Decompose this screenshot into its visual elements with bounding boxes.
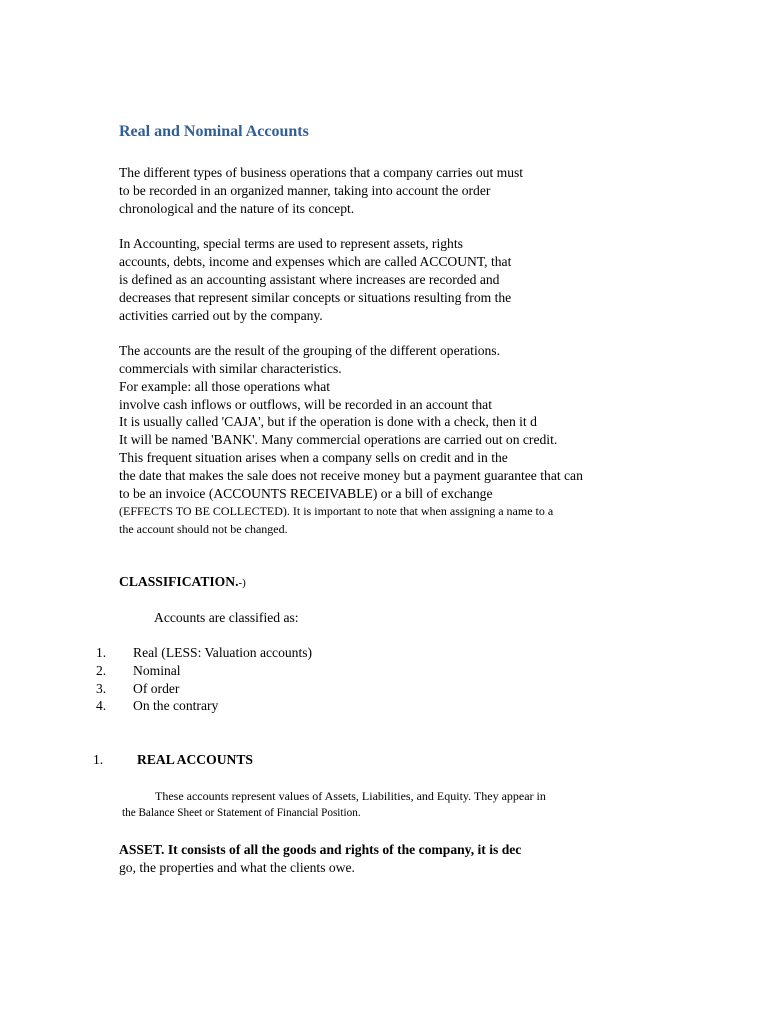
para3-line: The accounts are the result of the grouping of the different operations. <box>119 343 500 358</box>
list-item: Of order <box>133 681 180 696</box>
classification-heading: CLASSIFICATION.-) <box>119 574 246 589</box>
classified-intro: Accounts are classified as: <box>154 610 299 625</box>
list-item-number: 4. <box>96 698 107 713</box>
para3-line: It will be named 'BANK'. Many commercial operations are carried out on credit. <box>119 432 558 447</box>
list-item: Real (LESS: Valuation accounts) <box>133 645 313 660</box>
asset-line: go, the properties and what the clients owe. <box>119 860 355 875</box>
para3-line: involve cash inflows or outflows, will be recorded in an account that <box>119 397 492 412</box>
para3-line: the account should not be changed. <box>119 522 288 536</box>
section-heading: REAL ACCOUNTS <box>137 752 253 767</box>
para3-line: (EFFECTS TO BE COLLECTED). It is important to note that when assigning a name to a <box>119 504 554 518</box>
list-item-number: 2. <box>96 663 107 678</box>
para2-line: accounts, debts, income and expenses which are called ACCOUNT, that <box>119 254 512 269</box>
para1-line: The different types of business operations that a company carries out must <box>119 165 524 180</box>
para2-line: In Accounting, special terms are used to represent assets, rights <box>119 236 463 251</box>
para3-line: It is usually called 'CAJA', but if the operation is done with a check, then it d <box>119 414 537 429</box>
para1-line: to be recorded in an organized manner, taking into account the order <box>119 183 491 198</box>
para2-line: decreases that represent similar concepts or situations resulting from the <box>119 290 512 305</box>
real-desc-line: These accounts represent values of Assets, Liabilities, and Equity. They appear in <box>155 789 546 803</box>
classification-mark: -) <box>238 577 246 589</box>
para3-line: the date that makes the sale does not receive money but a payment guarantee that can <box>119 468 583 483</box>
asset-line: ASSET. It consists of all the goods and rights of the company, it is dec <box>119 842 522 857</box>
para2-line: is defined as an accounting assistant where increases are recorded and <box>119 272 500 287</box>
para1-line: chronological and the nature of its concept. <box>119 201 355 216</box>
para3-line: to be an invoice (ACCOUNTS RECEIVABLE) or a bill of exchange <box>119 486 493 501</box>
para3-line: This frequent situation arises when a company sells on credit and in the <box>119 450 508 465</box>
para2-line: activities carried out by the company. <box>119 308 323 323</box>
list-item: Nominal <box>133 663 181 678</box>
list-item-number: 1. <box>96 645 107 660</box>
document-title: Real and Nominal Accounts <box>119 123 309 140</box>
list-item: On the contrary <box>133 698 219 713</box>
para3-line: commercials with similar characteristics. <box>119 361 342 376</box>
para3-line: For example: all those operations what <box>119 379 331 394</box>
section-number: 1. <box>93 752 104 767</box>
list-item-number: 3. <box>96 681 107 696</box>
real-desc-line: the Balance Sheet or Statement of Financial Position. <box>122 807 361 819</box>
